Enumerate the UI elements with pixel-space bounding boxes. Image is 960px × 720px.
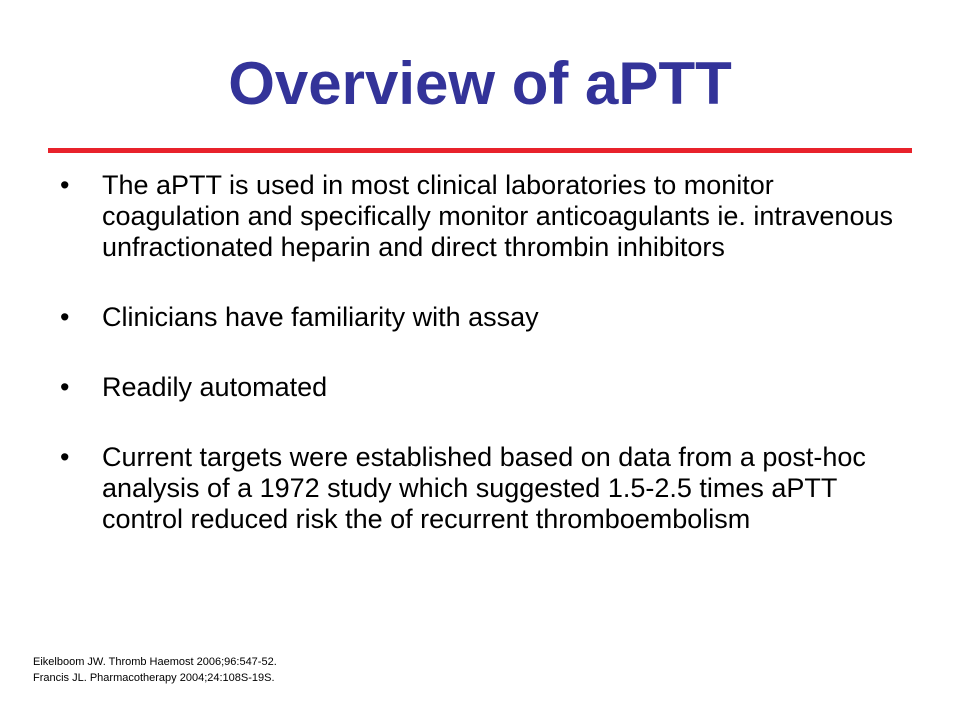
bullet-icon: • (60, 302, 70, 332)
bullet-text: Current targets were established based on data from a post-hoc analysis of a 1972 study which suggested 1.5-2.5 times aPTT control reduced risk the of recurrent thromboembolism (102, 442, 866, 534)
bullet-text: Clinicians have familiarity with assay (102, 302, 539, 332)
bullet-item (58, 170, 898, 263)
slide-title: Overview of aPTT (228, 50, 732, 117)
bullet-item (58, 372, 898, 403)
reference-line: Eikelboom JW. Thromb Haemost 2006;96:547-52. (33, 656, 277, 668)
bullet-item (58, 302, 898, 333)
references (33, 654, 277, 686)
title-divider (48, 148, 912, 153)
reference-line: Francis JL. Pharmacotherapy 2004;24:108S-19S. (33, 672, 275, 684)
bullet-item (58, 442, 898, 535)
bullet-text: Readily automated (102, 372, 328, 402)
bullet-icon: • (60, 170, 70, 200)
bullet-list (58, 170, 898, 574)
bullet-text: The aPTT is used in most clinical laboratories to monitor coagulation and specifically monitor anticoagulants ie. intravenous unfractionated heparin and direct thrombin inhibitors (102, 170, 893, 262)
bullet-icon: • (60, 372, 70, 402)
bullet-icon: • (60, 442, 70, 472)
